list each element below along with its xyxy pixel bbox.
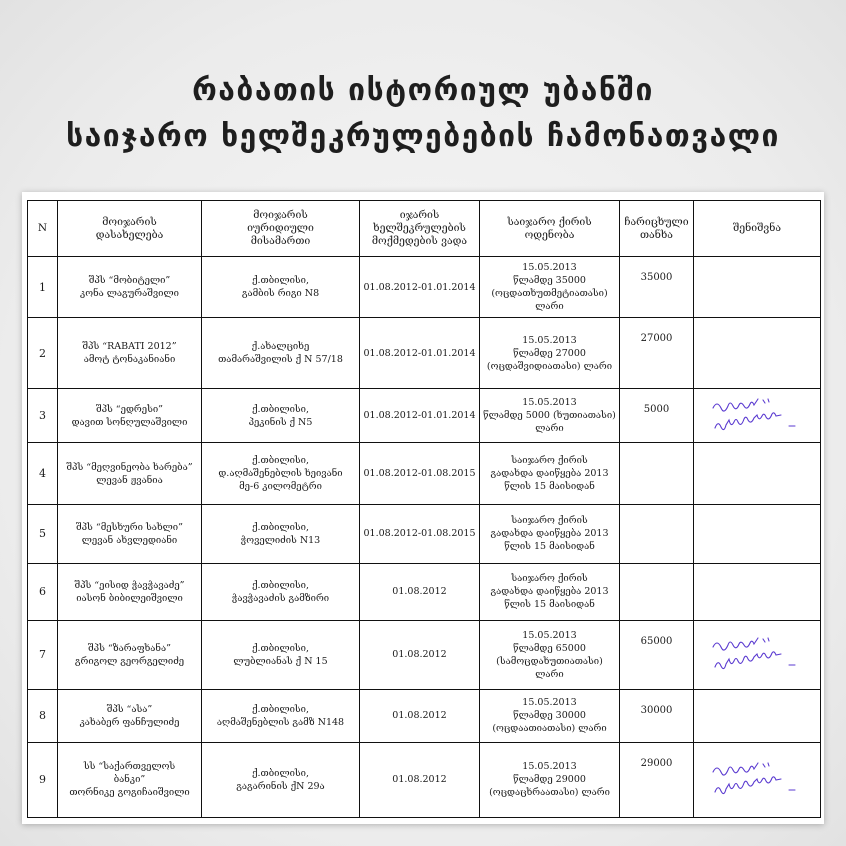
header-row: [28, 201, 821, 257]
cell-number: 2: [28, 318, 58, 389]
table-row: [28, 689, 821, 742]
cell-tenant: შპს “მესხური სახლი” ლევან ახვლედიანი: [58, 505, 202, 563]
cell-address: ქ.თბილისი, აღმაშენებლის გამზ N148: [202, 689, 360, 742]
cell-number: 7: [28, 620, 58, 689]
cell-paid: 35000: [620, 257, 694, 318]
table-row: [28, 742, 821, 817]
table-row: [28, 318, 821, 389]
document-sheet: [22, 192, 824, 824]
cell-number: 6: [28, 563, 58, 620]
cell-rent: საიჯარო ქირის გადახდა დაიწყება 2013 წლის 15 მაისიდან: [480, 443, 620, 505]
cell-note: [694, 257, 821, 318]
header-term: იჯარის ხელშეკრულების მოქმედების ვადა: [360, 201, 480, 257]
cell-address: ქ.თბილისი, ლუბლიანას ქ N 15: [202, 620, 360, 689]
cell-paid: [620, 505, 694, 563]
cell-term: 01.08.2012-01.01.2014: [360, 318, 480, 389]
cell-note: [694, 563, 821, 620]
cell-rent: საიჯარო ქირის გადახდა დაიწყება 2013 წლის 15 მაისიდან: [480, 563, 620, 620]
header-n: N: [28, 201, 58, 257]
cell-tenant: შპს “RABATI 2012” ამოტ ტონაკანიანი: [58, 318, 202, 389]
cell-rent: 15.05.2013 წლამდე 35000 (ოცდათხუთმეტიათასი) ლარი: [480, 257, 620, 318]
signature-icon: [705, 392, 809, 440]
cell-tenant: შპს “ეისიდ ჭავჭავაძე” იასონ ბიბილეიშვილი: [58, 563, 202, 620]
cell-number: 4: [28, 443, 58, 505]
cell-note: [694, 389, 821, 443]
cell-address: ქ.თბილისი, გაგარინის ქN 29ა: [202, 742, 360, 817]
cell-term: 01.08.2012: [360, 689, 480, 742]
table-row: [28, 443, 821, 505]
lease-table: [27, 200, 821, 818]
header-paid: ჩარიცხული თანხა: [620, 201, 694, 257]
signature-icon: [705, 756, 809, 804]
cell-term: 01.08.2012: [360, 742, 480, 817]
cell-address: ქ.თბილისი, ჭოველიძის N13: [202, 505, 360, 563]
table-row: [28, 505, 821, 563]
cell-term: 01.08.2012: [360, 620, 480, 689]
cell-term: 01.08.2012-01.01.2014: [360, 257, 480, 318]
cell-term: 01.08.2012-01.01.2014: [360, 389, 480, 443]
cell-note: [694, 742, 821, 817]
cell-rent: 15.05.2013 წლამდე 5000 (ხუთიათასი) ლარი: [480, 389, 620, 443]
table-row: [28, 389, 821, 443]
cell-paid: 29000: [620, 742, 694, 817]
cell-rent: 15.05.2013 წლამდე 30000 (ოცდაათიათასი) ლარი: [480, 689, 620, 742]
header-address: მოიჯარის იურიდიული მისამართი: [202, 201, 360, 257]
signature-icon: [705, 631, 809, 679]
cell-term: 01.08.2012-01.08.2015: [360, 443, 480, 505]
cell-number: 1: [28, 257, 58, 318]
cell-tenant: შპს “მობიტელი” კონა ლაგურაშვილი: [58, 257, 202, 318]
cell-paid: 30000: [620, 689, 694, 742]
cell-address: ქ.თბილისი, ჭავჭავაძის გამზირი: [202, 563, 360, 620]
title-line-2: საიჯარო ხელშეკრულებების ჩამონათვალი: [66, 119, 780, 154]
cell-note: [694, 318, 821, 389]
cell-number: 3: [28, 389, 58, 443]
cell-address: ქ.თბილისი, დ.აღმაშენებლის ხეივანი მე-6 კილომეტრი: [202, 443, 360, 505]
cell-rent: საიჯარო ქირის გადახდა დაიწყება 2013 წლის 15 მაისიდან: [480, 505, 620, 563]
cell-note: [694, 443, 821, 505]
cell-paid: [620, 563, 694, 620]
cell-number: 5: [28, 505, 58, 563]
table-row: [28, 563, 821, 620]
table-row: [28, 257, 821, 318]
cell-paid: 65000: [620, 620, 694, 689]
cell-tenant: შპს “ასა” კახაბერ ფანჩულიძე: [58, 689, 202, 742]
cell-note: [694, 505, 821, 563]
cell-tenant: სს “საქართველოს ბანკი” თორნიკე გოგიჩაიშვილი: [58, 742, 202, 817]
cell-number: 8: [28, 689, 58, 742]
cell-tenant: შპს “ედრესი” დავით სონღულაშვილი: [58, 389, 202, 443]
cell-paid: 27000: [620, 318, 694, 389]
cell-tenant: შპს “ზარაფხანა” გრიგოლ გეორგელიძე: [58, 620, 202, 689]
cell-address: ქ.თბილისი, პეკინის ქ N5: [202, 389, 360, 443]
header-note: შენიშვნა: [694, 201, 821, 257]
page-title: [0, 68, 846, 160]
cell-note: [694, 620, 821, 689]
cell-tenant: შპს “მეღვინეობა ხარება” ლევან ჟვანია: [58, 443, 202, 505]
title-line-1: რაბათის ისტორიულ უბანში: [192, 73, 654, 108]
cell-address: ქ.თბილისი, გამბის რიგი N8: [202, 257, 360, 318]
table-row: [28, 620, 821, 689]
header-tenant: მოიჯარის დასახელება: [58, 201, 202, 257]
cell-term: 01.08.2012-01.08.2015: [360, 505, 480, 563]
cell-note: [694, 689, 821, 742]
cell-number: 9: [28, 742, 58, 817]
header-rent: საიჯარო ქირის ოდენობა: [480, 201, 620, 257]
cell-rent: 15.05.2013 წლამდე 27000 (ოცდაშვიდიათასი) ლარი: [480, 318, 620, 389]
cell-paid: 5000: [620, 389, 694, 443]
cell-address: ქ.ახალციხე თამარაშვილის ქ N 57/18: [202, 318, 360, 389]
cell-paid: [620, 443, 694, 505]
cell-rent: 15.05.2013 წლამდე 29000 (ოცდაცხრაათასი) ლარი: [480, 742, 620, 817]
cell-rent: 15.05.2013 წლამდე 65000 (სამოცდახუთიათასი) ლარი: [480, 620, 620, 689]
cell-term: 01.08.2012: [360, 563, 480, 620]
